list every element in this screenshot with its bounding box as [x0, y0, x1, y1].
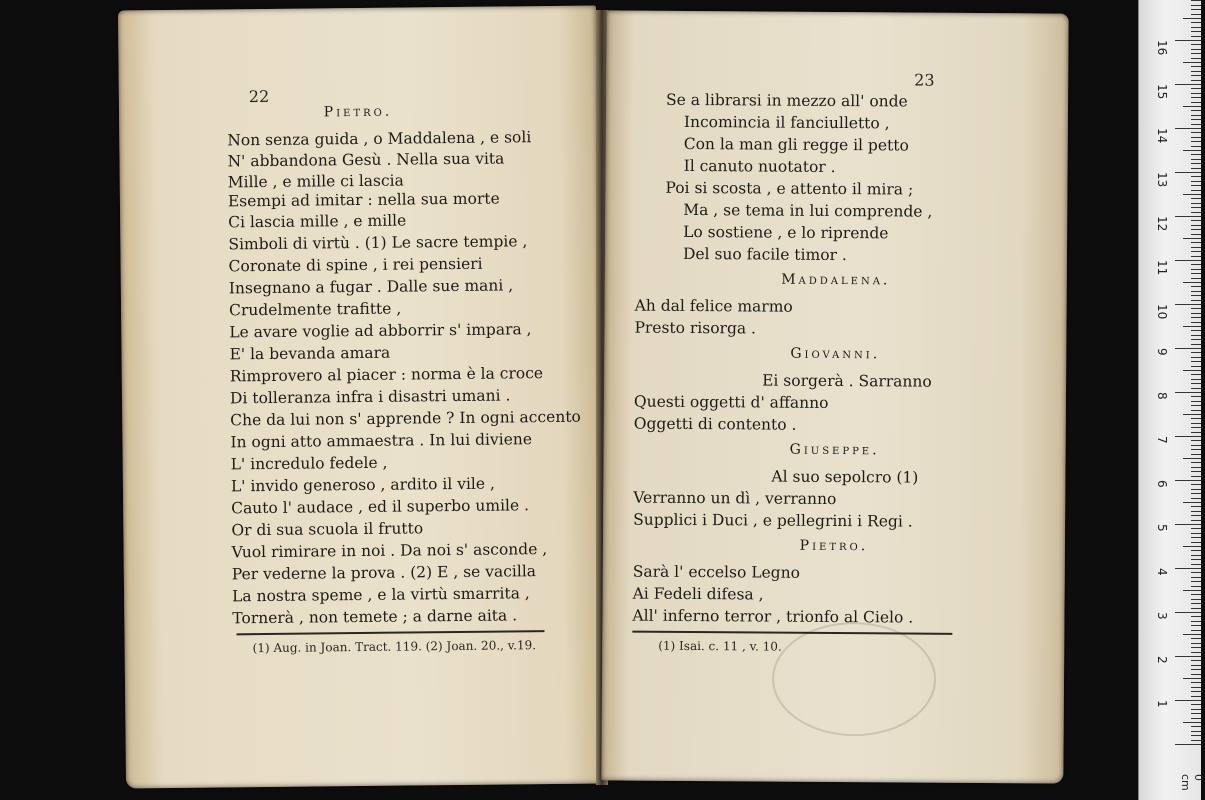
ruler-tick — [1191, 361, 1201, 362]
ruler-tick — [1191, 674, 1201, 675]
ruler-tick — [1191, 88, 1201, 89]
ruler-tick — [1191, 185, 1201, 186]
verse-line: Questi oggetti d' affanno — [633, 392, 829, 412]
speaker-heading: Pietro. — [323, 103, 393, 121]
ruler-tick — [1191, 467, 1201, 468]
ruler-tick — [1191, 740, 1201, 741]
verse-line: Con la man gli regge il petto — [683, 134, 909, 155]
ruler-label: 2 — [1155, 656, 1169, 664]
ruler-tick — [1191, 110, 1201, 111]
footnote: (1) Aug. in Joan. Tract. 119. (2) Joan. 20., v.19. — [252, 638, 537, 656]
verse-line: Tornerà , non temete ; a darne aita . — [232, 606, 518, 628]
ruler-tick — [1191, 344, 1201, 345]
ruler-tick — [1191, 264, 1201, 265]
ruler-tick — [1191, 572, 1201, 573]
ruler-tick — [1191, 154, 1201, 155]
verse-line: Del suo facile timor . — [682, 244, 847, 265]
ruler-tick — [1191, 66, 1201, 67]
ruler-tick — [1175, 348, 1201, 349]
ruler-tick — [1183, 414, 1201, 415]
ruler-tick — [1191, 357, 1201, 358]
ruler-tick — [1183, 590, 1201, 591]
ruler-label: 16 — [1155, 40, 1169, 56]
ruler-tick — [1191, 709, 1201, 710]
ruler-tick — [1191, 374, 1201, 375]
verse-line: Incomincia il fanciulletto , — [683, 112, 890, 133]
ruler-tick — [1191, 119, 1201, 120]
ruler-tick — [1183, 678, 1201, 679]
ruler-tick — [1191, 462, 1201, 463]
ruler-tick — [1191, 256, 1201, 257]
verse-line: Per vederne la prova . (2) E , se vacilla — [231, 562, 537, 584]
ruler-tick — [1191, 537, 1201, 538]
ruler-tick — [1191, 630, 1201, 631]
ruler-label: 11 — [1155, 260, 1169, 276]
verse-line: Verranno un dì , verranno — [633, 488, 837, 509]
ruler-tick — [1191, 80, 1201, 81]
ruler-tick — [1191, 616, 1201, 617]
ruler-tick — [1191, 726, 1201, 727]
ruler-tick — [1191, 220, 1201, 221]
verse-line: Ah dal felice marmo — [634, 296, 793, 316]
ruler-tick — [1183, 282, 1201, 283]
ruler-tick — [1175, 612, 1201, 613]
ruler-tick — [1191, 388, 1201, 389]
ruler-tick — [1191, 36, 1201, 37]
ruler-tick — [1183, 62, 1201, 63]
ruler-tick — [1191, 603, 1201, 604]
ruler-tick — [1191, 291, 1201, 292]
ruler-tick — [1191, 515, 1201, 516]
ruler-tick — [1191, 181, 1201, 182]
ruler-tick — [1183, 194, 1201, 195]
ruler-label: 13 — [1155, 172, 1169, 188]
verse-line: Insegnano a fugar . Dalle sue mani , — [228, 276, 514, 298]
ruler-tick — [1191, 511, 1201, 512]
verse-line: L' incredulo fedele , — [230, 453, 388, 474]
speaker-heading: Pietro. — [799, 537, 869, 555]
ruler-tick — [1191, 608, 1201, 609]
ruler-tick — [1191, 643, 1201, 644]
ruler-tick — [1183, 634, 1201, 635]
ruler-tick — [1191, 542, 1201, 543]
ruler-tick — [1191, 471, 1201, 472]
ruler-tick — [1191, 432, 1201, 433]
ruler-tick — [1191, 203, 1201, 204]
ruler-tick — [1191, 713, 1201, 714]
verse-line: Lo sostiene , e lo riprende — [683, 222, 889, 243]
ruler-tick — [1191, 506, 1201, 507]
ruler-tick — [1191, 383, 1201, 384]
ruler-tick — [1191, 159, 1201, 160]
ruler-tick — [1175, 260, 1201, 261]
ruler-label: 12 — [1155, 216, 1169, 232]
ruler-tick — [1191, 14, 1201, 15]
ruler-tick — [1191, 594, 1201, 595]
verse-line: Mille , e mille ci lascia — [227, 171, 404, 192]
ruler-tick — [1191, 418, 1201, 419]
ruler-label: 9 — [1155, 348, 1169, 356]
ruler-tick — [1191, 335, 1201, 336]
verse-line: Al suo sepolcro (1) — [771, 467, 919, 487]
right-page — [601, 10, 1068, 783]
ruler-tick — [1191, 498, 1201, 499]
ruler-tick — [1191, 599, 1201, 600]
ruler-tick — [1191, 278, 1201, 279]
ruler-tick — [1191, 190, 1201, 191]
ruler-tick — [1191, 564, 1201, 565]
ruler-tick — [1175, 172, 1201, 173]
ruler-tick — [1191, 132, 1201, 133]
ruler-tick — [1191, 300, 1201, 301]
ruler-tick — [1191, 555, 1201, 556]
ruler-tick — [1191, 295, 1201, 296]
ruler-tick — [1183, 238, 1201, 239]
ruler-tick — [1191, 9, 1201, 10]
ruler-label: 10 — [1155, 304, 1169, 320]
ruler-tick — [1191, 533, 1201, 534]
ruler-tick — [1191, 577, 1201, 578]
ruler-tick — [1191, 476, 1201, 477]
verse-line: Poi si scosta , e attento il mira ; — [665, 178, 914, 199]
ruler-tick — [1191, 704, 1201, 705]
ruler-tick — [1191, 247, 1201, 248]
ruler-tick — [1191, 269, 1201, 270]
ruler-tick — [1183, 106, 1201, 107]
ruler-tick — [1175, 744, 1201, 745]
verse-line: Le avare voglie ad abborrir s' impara , — [229, 320, 532, 342]
ruler-tick — [1191, 58, 1201, 59]
ruler-tick — [1175, 216, 1201, 217]
ruler-tick — [1191, 405, 1201, 406]
ruler-tick — [1191, 212, 1201, 213]
verse-line: Rimprovero al piacer : norma è la croce — [229, 364, 544, 386]
verse-line: Il canuto nuotator . — [683, 156, 836, 176]
ruler-tick — [1191, 379, 1201, 380]
ruler-tick — [1191, 449, 1201, 450]
verse-line: Supplici i Duci , e pellegrini i Regi . — [633, 510, 913, 531]
ruler-unit-label: 0 cm — [1179, 774, 1205, 791]
ruler-tick — [1191, 559, 1201, 560]
ruler-tick — [1191, 330, 1201, 331]
ruler-label: 4 — [1155, 568, 1169, 576]
ruler-tick — [1191, 682, 1201, 683]
ruler-tick — [1191, 234, 1201, 235]
speaker-heading: Maddalena. — [781, 271, 891, 289]
ruler-label: 1 — [1155, 700, 1169, 708]
ruler-tick — [1191, 97, 1201, 98]
verse-line: E' la bevanda amara — [229, 343, 391, 364]
verse-line: All' inferno terror , trionfo al Cielo . — [632, 606, 914, 627]
ruler-tick — [1191, 53, 1201, 54]
ruler-tick — [1183, 502, 1201, 503]
measurement-ruler — [1138, 0, 1205, 800]
ruler-tick — [1175, 40, 1201, 41]
ruler-tick — [1191, 735, 1201, 736]
ruler-tick — [1191, 586, 1201, 587]
ruler-tick — [1191, 401, 1201, 402]
verse-line: La nostra speme , e la virtù smarrita , — [231, 584, 530, 606]
verse-line: Ei sorgerà . Sarranno — [762, 371, 932, 391]
ruler-tick — [1191, 625, 1201, 626]
verse-line: Simboli di virtù . (1) Le sacre tempie , — [228, 232, 528, 254]
verse-line: Che da lui non s' apprende ? In ogni accento — [230, 407, 581, 430]
ruler-tick — [1175, 436, 1201, 437]
verse-line: Ci lascia mille , e mille — [228, 211, 407, 232]
ruler-tick — [1183, 722, 1201, 723]
verse-line: Ma , se tema in lui comprende , — [683, 200, 933, 221]
ruler-tick — [1175, 392, 1201, 393]
verse-line: Presto risorga . — [634, 318, 757, 338]
ruler-tick — [1191, 49, 1201, 50]
ruler-tick — [1191, 141, 1201, 142]
ruler-tick — [1175, 656, 1201, 657]
verse-line: Coronate di spine , i rei pensieri — [228, 254, 483, 276]
ruler-tick — [1191, 647, 1201, 648]
ruler-tick — [1191, 168, 1201, 169]
ruler-tick — [1191, 251, 1201, 252]
verse-line: Vuol rimirare in noi . Da noi s' asconde , — [231, 540, 548, 562]
ruler-tick — [1191, 445, 1201, 446]
ruler-label: 7 — [1155, 436, 1169, 444]
ruler-tick — [1191, 273, 1201, 274]
ruler-tick — [1191, 718, 1201, 719]
ruler-tick — [1191, 352, 1201, 353]
ruler-tick — [1191, 669, 1201, 670]
verse-line: Crudelmente trafitte , — [228, 299, 402, 320]
ruler-tick — [1191, 75, 1201, 76]
ruler-tick — [1191, 493, 1201, 494]
ruler-tick — [1191, 484, 1201, 485]
ruler-tick — [1191, 242, 1201, 243]
ruler-tick — [1191, 44, 1201, 45]
verse-line: Or di sua scuola il frutto — [231, 519, 424, 540]
left-page — [118, 6, 604, 789]
ruler-tick — [1191, 665, 1201, 666]
ruler-tick — [1191, 423, 1201, 424]
ruler-tick — [1191, 31, 1201, 32]
ruler-tick — [1191, 427, 1201, 428]
verse-line: Se a librarsi in mezzo all' onde — [666, 90, 908, 111]
ruler-tick — [1191, 198, 1201, 199]
ruler-tick — [1191, 308, 1201, 309]
ruler-tick — [1191, 489, 1201, 490]
ruler-tick — [1191, 638, 1201, 639]
ruler-tick — [1191, 454, 1201, 455]
verse-line: Sarà l' eccelso Legno — [632, 562, 801, 582]
ruler-tick — [1191, 322, 1201, 323]
ruler-tick — [1191, 102, 1201, 103]
ruler-label: 15 — [1155, 84, 1169, 100]
ruler-tick — [1191, 229, 1201, 230]
ruler-tick — [1175, 128, 1201, 129]
ruler-tick — [1175, 304, 1201, 305]
ruler-tick — [1191, 440, 1201, 441]
ruler-tick — [1191, 339, 1201, 340]
footnote-rule — [632, 631, 952, 635]
ruler-tick — [1191, 396, 1201, 397]
ruler-tick — [1191, 660, 1201, 661]
ruler-tick — [1191, 27, 1201, 28]
ruler-tick — [1191, 687, 1201, 688]
ruler-tick — [1175, 480, 1201, 481]
ruler-tick — [1191, 115, 1201, 116]
ruler-tick — [1191, 5, 1201, 6]
ruler-tick — [1183, 546, 1201, 547]
ruler-tick — [1191, 691, 1201, 692]
verse-line: Non senza guida , o Maddalena , e soli — [227, 128, 532, 150]
ruler-tick — [1191, 731, 1201, 732]
ruler-tick — [1191, 286, 1201, 287]
verse-line: Ai Fedeli difesa , — [632, 584, 764, 604]
ruler-label: 5 — [1155, 524, 1169, 532]
ruler-tick — [1191, 137, 1201, 138]
ruler-tick — [1175, 700, 1201, 701]
ruler-tick — [1183, 370, 1201, 371]
ruler-tick — [1191, 621, 1201, 622]
ruler-tick — [1183, 150, 1201, 151]
ruler-tick — [1191, 146, 1201, 147]
speaker-heading: Giuseppe. — [789, 441, 880, 459]
ruler-label: 14 — [1155, 128, 1169, 144]
ruler-tick — [1191, 550, 1201, 551]
ruler-tick — [1191, 22, 1201, 23]
ruler-tick — [1191, 124, 1201, 125]
library-stamp-mark — [772, 622, 937, 737]
verse-line: In ogni atto ammaestra . In lui diviene — [230, 430, 533, 452]
ruler-tick — [1191, 71, 1201, 72]
verse-line: Oggetti di contento . — [633, 414, 797, 434]
ruler-tick — [1175, 568, 1201, 569]
ruler-tick — [1191, 0, 1201, 1]
ruler-label: 6 — [1155, 480, 1169, 488]
verse-line: Cauto l' audace , ed il superbo umile . — [231, 496, 530, 518]
ruler-label: 8 — [1155, 392, 1169, 400]
page-number-right: 23 — [914, 70, 935, 90]
footnote-rule — [236, 630, 544, 635]
verse-line: Esempi ad imitar : nella sua morte — [227, 189, 500, 211]
verse-line: Di tolleranza infra i disastri umani . — [229, 386, 511, 408]
speaker-heading: Giovanni. — [790, 345, 881, 363]
footnote: (1) Isai. c. 11 , v. 10. — [658, 638, 782, 654]
ruler-tick — [1191, 317, 1201, 318]
ruler-tick — [1191, 207, 1201, 208]
ruler-tick — [1191, 366, 1201, 367]
ruler-tick — [1183, 326, 1201, 327]
page-number-left: 22 — [248, 86, 270, 107]
ruler-tick — [1191, 163, 1201, 164]
ruler-tick — [1191, 581, 1201, 582]
ruler-tick — [1191, 652, 1201, 653]
ruler-tick — [1175, 524, 1201, 525]
ruler-tick — [1191, 410, 1201, 411]
ruler-tick — [1183, 18, 1201, 19]
ruler-tick — [1191, 93, 1201, 94]
ruler-tick — [1191, 696, 1201, 697]
ruler-tick — [1191, 520, 1201, 521]
ruler-tick — [1175, 84, 1201, 85]
ruler-tick — [1191, 225, 1201, 226]
ruler-tick — [1191, 176, 1201, 177]
ruler-tick — [1183, 458, 1201, 459]
ruler-label: 3 — [1155, 612, 1169, 620]
ruler-tick — [1191, 313, 1201, 314]
ruler-tick — [1191, 528, 1201, 529]
verse-line: N' abbandona Gesù . Nella sua vita — [227, 149, 505, 171]
verse-line: L' invido generoso , ardito il vile , — [230, 474, 495, 496]
